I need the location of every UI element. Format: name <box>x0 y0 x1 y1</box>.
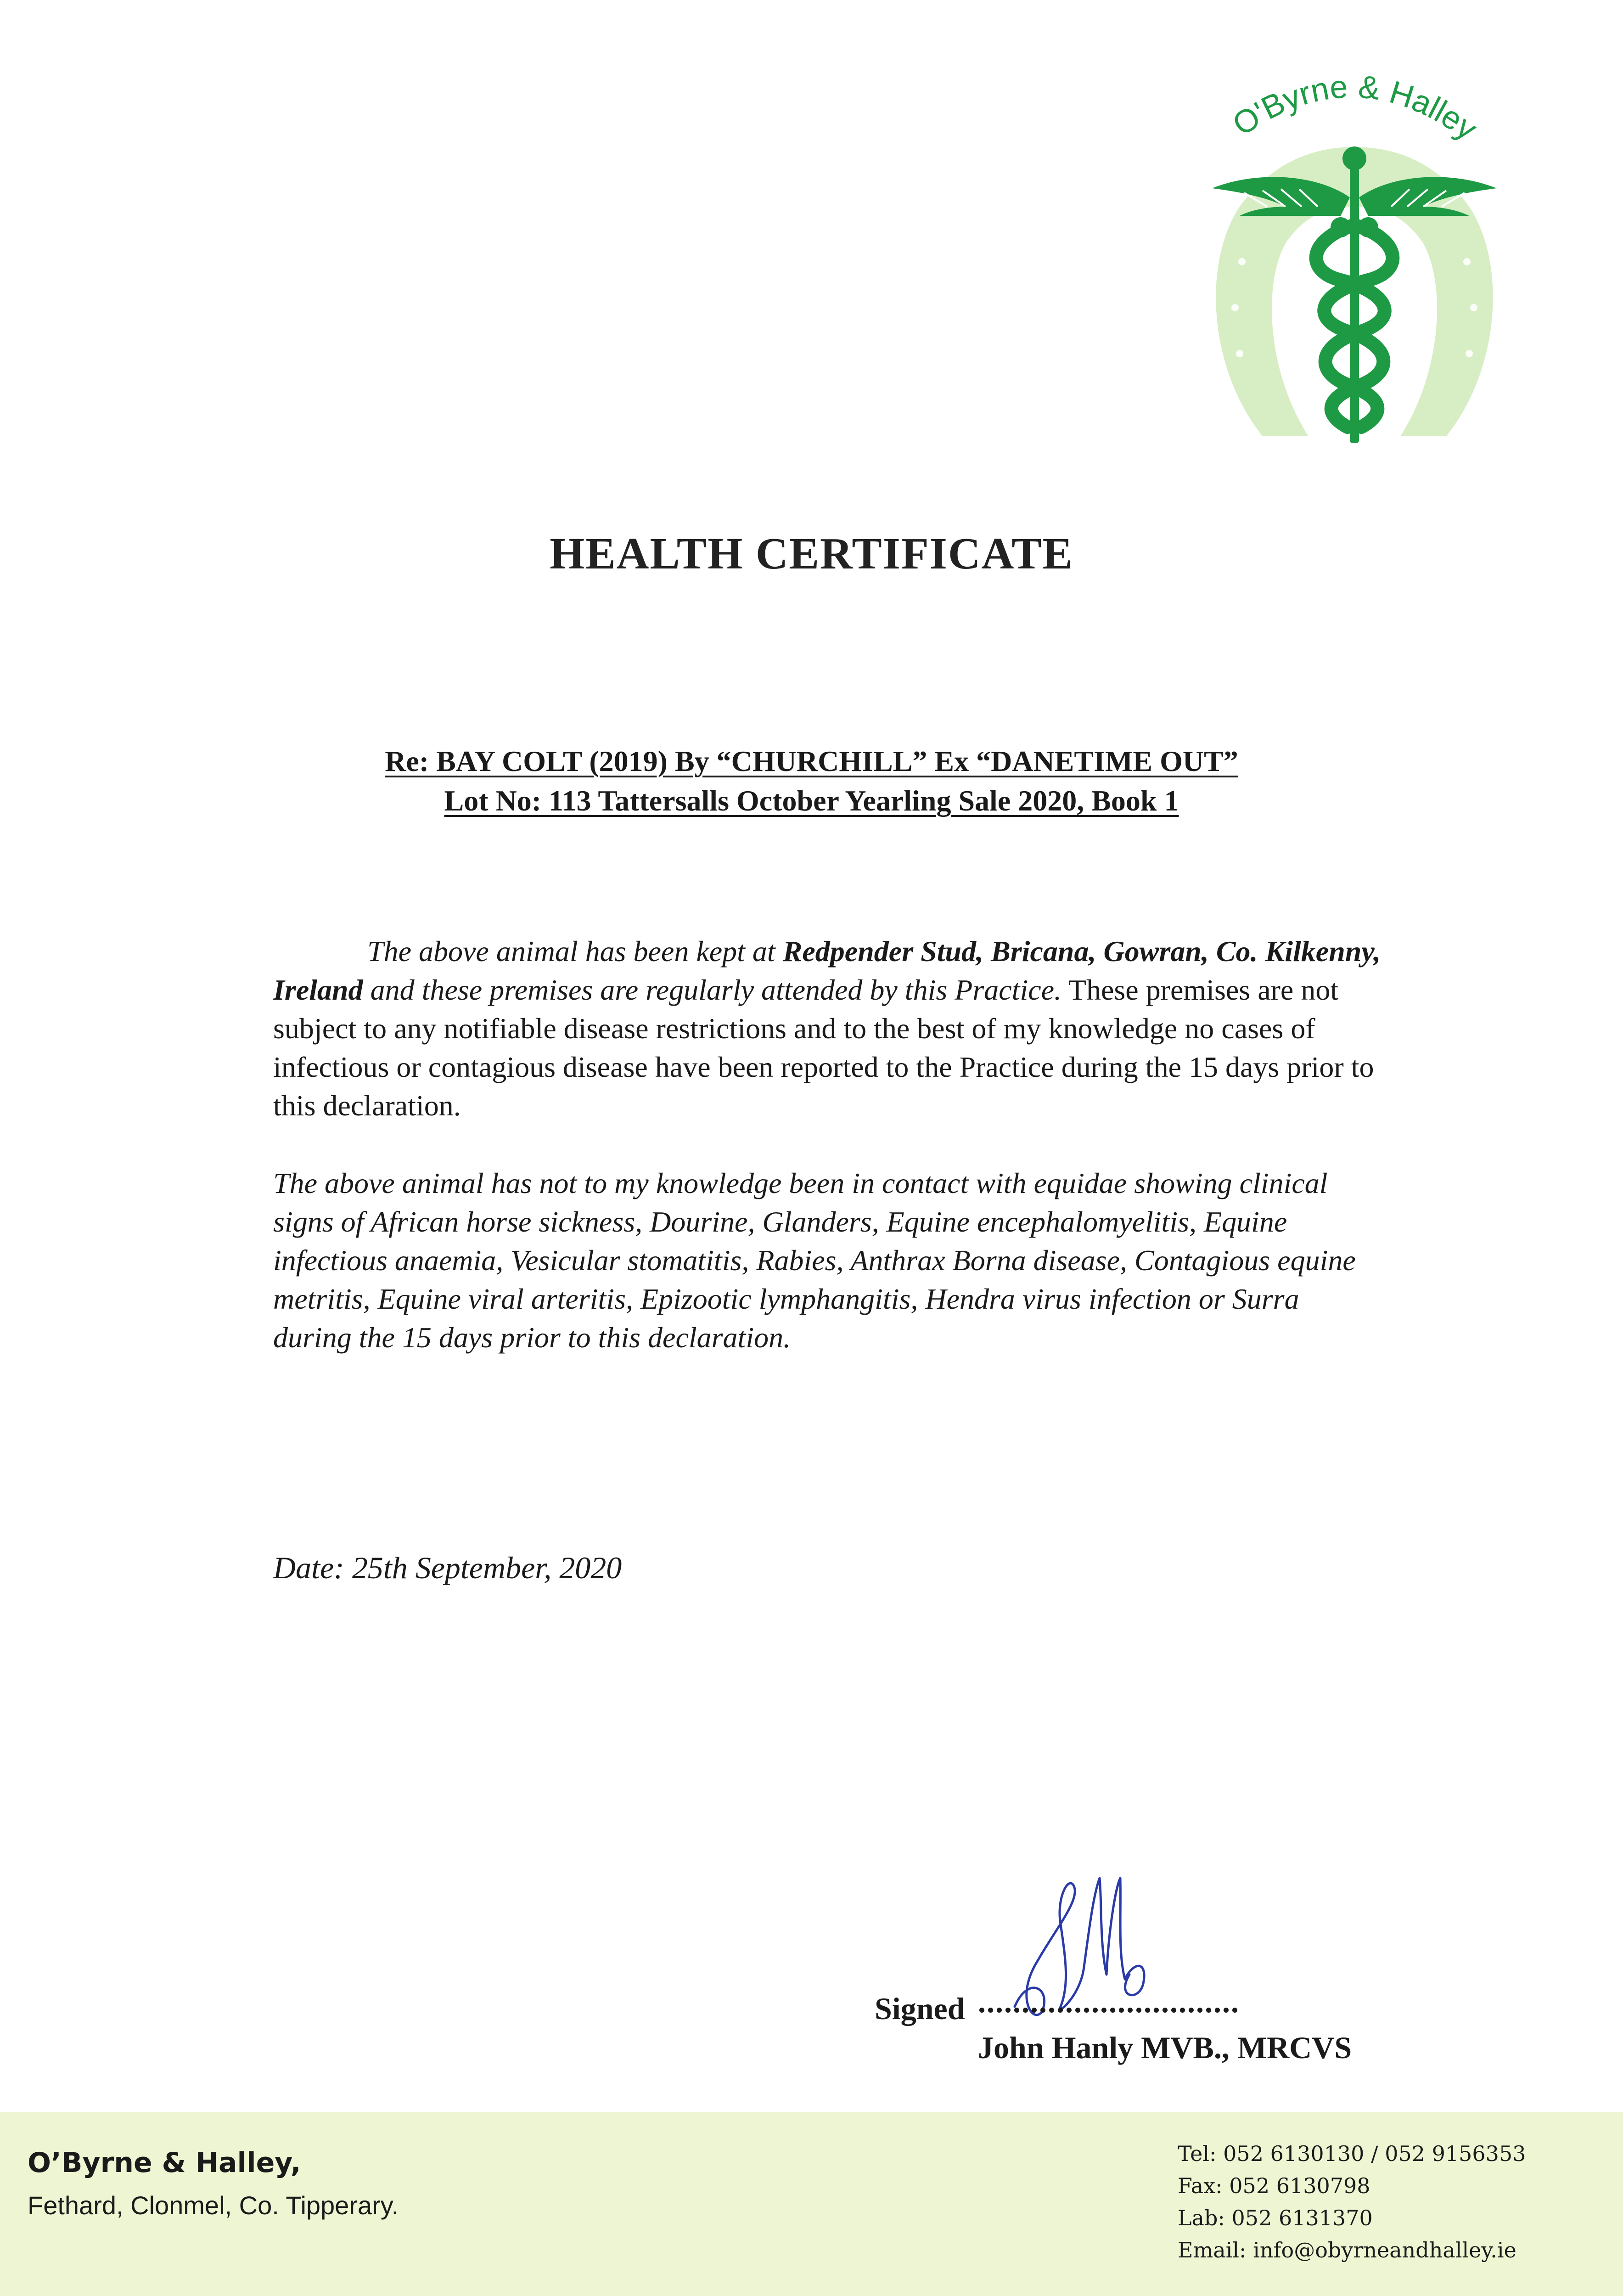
footer-contact-details <box>1178 2138 1526 2266</box>
logo-wordmark: O'Byrne & Halley <box>1226 69 1484 147</box>
paragraph-attended: and these premises are regularly attended by this Practice. <box>363 974 1062 1006</box>
subject-reference <box>0 742 1623 821</box>
signer-name: John Hanly MVB., MRCVS <box>978 2030 1352 2065</box>
footer-lab: Lab: 052 6131370 <box>1178 2206 1373 2230</box>
footer-practice-name: O’Byrne & Halley, <box>28 2147 301 2179</box>
signature-line: .............................. <box>978 1984 1240 2019</box>
premises-paragraph <box>273 932 1384 1125</box>
lot-line: Lot No: 113 Tattersalls October Yearling Sale 2020, Book 1 <box>444 784 1179 817</box>
footer-address: Fethard, Clonmel, Co. Tipperary. <box>28 2191 399 2220</box>
signed-label: Signed <box>875 1991 965 2026</box>
footer-fax: Fax: 052 6130798 <box>1178 2173 1370 2198</box>
declaration-date: Date: 25th September, 2020 <box>273 1550 622 1585</box>
premises-name: Redpender Stud, Bricana, Gowran, Co. Kilkenny, Ireland <box>273 935 1381 1006</box>
footer-tel: Tel: 052 6130130 / 052 9156353 <box>1178 2141 1526 2166</box>
footer-email: Email: info@obyrneandhalley.ie <box>1178 2238 1516 2262</box>
practice-logo <box>1203 69 1506 468</box>
caduceus-horseshoe-icon <box>1203 69 1506 468</box>
document-title: HEALTH CERTIFICATE <box>550 529 1073 579</box>
paragraph-intro: The above animal has been kept at <box>367 935 783 968</box>
contact-declaration-paragraph: The above animal has not to my knowledge been in contact with equidae showing clinical signs of African horse sickness, Dourine, Glanders, Equine encephalomyelitis, Equine infectious anaemia, Vesicular stomatitis, Rabies, Anthrax Borna disease, Contagious equine metritis, Equine viral arteritis, Epizootic lymphangitis, Hendra virus infection or Surra during the 15 days prior to this declaration. <box>273 1167 1356 1354</box>
paragraph-body: These premises are not subject to any notifiable disease restrictions and to the best of my knowledge no cases of infectious or contagious disease have been reported to the Practice during the 15 days prior to this declaration. <box>273 974 1374 1122</box>
letterhead-footer <box>0 2112 1623 2296</box>
subject-line: Re: BAY COLT (2019) By “CHURCHILL” Ex “DANETIME OUT” <box>385 745 1238 777</box>
